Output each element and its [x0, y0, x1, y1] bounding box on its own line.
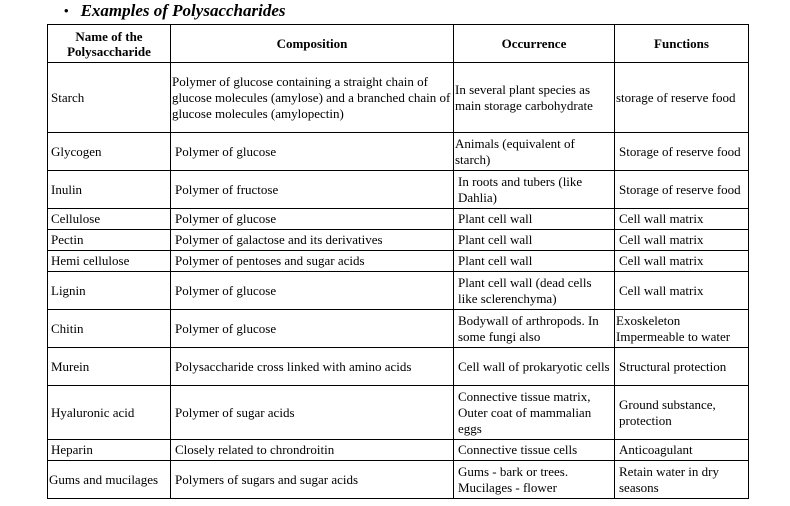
- cell-functions: Storage of reserve food: [615, 133, 749, 171]
- cell-occurrence: Plant cell wall (dead cells like sclerenchyma): [454, 272, 615, 310]
- cell-name: Hemi cellulose: [48, 251, 171, 272]
- table-row: [48, 348, 749, 386]
- cell-occurrence: Plant cell wall: [454, 251, 615, 272]
- cell-name: Inulin: [48, 171, 171, 209]
- cell-functions: Storage of reserve food: [615, 171, 749, 209]
- cell-composition: Polysaccharide cross linked with amino acids: [171, 348, 454, 386]
- header-functions: Functions: [615, 25, 749, 63]
- cell-occurrence: Animals (equivalent of starch): [454, 133, 615, 171]
- cell-functions: Structural protection: [615, 348, 749, 386]
- cell-occurrence: Cell wall of prokaryotic cells: [454, 348, 615, 386]
- table-row: [48, 251, 749, 272]
- header-composition: Composition: [171, 25, 454, 63]
- cell-name: Murein: [48, 348, 171, 386]
- cell-name: Hyaluronic acid: [48, 386, 171, 440]
- cell-composition: Polymer of glucose: [171, 209, 454, 230]
- cell-name: Lignin: [48, 272, 171, 310]
- cell-occurrence: Connective tissue cells: [454, 440, 615, 461]
- table-row: [48, 133, 749, 171]
- cell-composition: Polymer of glucose containing a straight chain of glucose molecules (amylose) and a branched chain of glucose molecules (amylopectin): [171, 63, 454, 133]
- header-occurrence: Occurrence: [454, 25, 615, 63]
- heading-title: Examples of Polysaccharides: [80, 1, 286, 20]
- cell-occurrence: Bodywall of arthropods. In some fungi also: [454, 310, 615, 348]
- cell-composition: Polymer of glucose: [171, 310, 454, 348]
- cell-composition: Polymer of glucose: [171, 133, 454, 171]
- cell-occurrence: Plant cell wall: [454, 209, 615, 230]
- cell-functions: Cell wall matrix: [615, 251, 749, 272]
- cell-name: Heparin: [48, 440, 171, 461]
- cell-functions: Cell wall matrix: [615, 230, 749, 251]
- bullet-icon: •: [64, 3, 69, 18]
- cell-name: Chitin: [48, 310, 171, 348]
- table-row: [48, 63, 749, 133]
- table-row: [48, 209, 749, 230]
- cell-functions: Exoskeleton Impermeable to water: [615, 310, 749, 348]
- table-row: [48, 230, 749, 251]
- table-row: [48, 440, 749, 461]
- cell-occurrence: In roots and tubers (like Dahlia): [454, 171, 615, 209]
- cell-functions: storage of reserve food: [615, 63, 749, 133]
- cell-name: Cellulose: [48, 209, 171, 230]
- cell-name: Pectin: [48, 230, 171, 251]
- cell-composition: Polymers of sugars and sugar acids: [171, 461, 454, 499]
- table-row: [48, 272, 749, 310]
- cell-functions: Retain water in dry seasons: [615, 461, 749, 499]
- cell-occurrence: Connective tissue matrix, Outer coat of mammalian eggs: [454, 386, 615, 440]
- table-row: [48, 310, 749, 348]
- cell-name: Gums and mucilages: [48, 461, 171, 499]
- cell-composition: Polymer of sugar acids: [171, 386, 454, 440]
- cell-name: Starch: [48, 63, 171, 133]
- cell-functions: Cell wall matrix: [615, 272, 749, 310]
- header-name: Name of the Polysaccharide: [48, 25, 171, 63]
- cell-composition: Polymer of galactose and its derivatives: [171, 230, 454, 251]
- cell-composition: Polymer of glucose: [171, 272, 454, 310]
- cell-occurrence: In several plant species as main storage carbohydrate: [454, 63, 615, 133]
- cell-functions: Ground substance, protection: [615, 386, 749, 440]
- polysaccharides-table: [47, 24, 749, 499]
- cell-composition: Closely related to chrondroitin: [171, 440, 454, 461]
- table-row: [48, 171, 749, 209]
- cell-composition: Polymer of fructose: [171, 171, 454, 209]
- cell-occurrence: Plant cell wall: [454, 230, 615, 251]
- cell-occurrence: Gums - bark or trees. Mucilages - flower: [454, 461, 615, 499]
- cell-name: Glycogen: [48, 133, 171, 171]
- table-header-row: [48, 25, 749, 63]
- table-row: [48, 461, 749, 499]
- cell-functions: Anticoagulant: [615, 440, 749, 461]
- cell-functions: Cell wall matrix: [615, 209, 749, 230]
- table-row: [48, 386, 749, 440]
- section-heading: [64, 0, 285, 22]
- cell-composition: Polymer of pentoses and sugar acids: [171, 251, 454, 272]
